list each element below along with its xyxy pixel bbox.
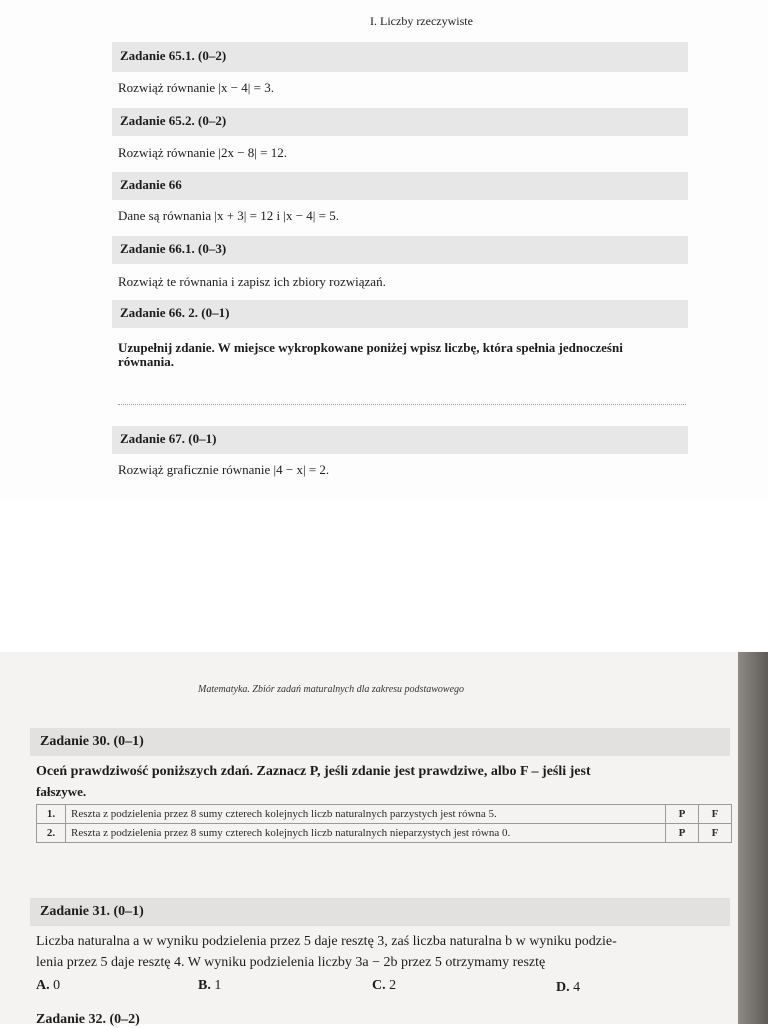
task-title: Zadanie 32. (0–2) bbox=[36, 1012, 140, 1027]
false-option[interactable]: F bbox=[699, 805, 732, 824]
false-option[interactable]: F bbox=[699, 824, 732, 843]
page-top bbox=[0, 0, 768, 500]
option-value: 2 bbox=[389, 978, 397, 993]
task-text: Rozwiąż równanie |2x − 8| = 12. bbox=[118, 145, 287, 160]
true-option[interactable]: P bbox=[666, 805, 699, 824]
statement-text: Reszta z podzielenia przez 8 sumy czterech kolejnych liczb naturalnych parzystych jest równa 5. bbox=[66, 805, 666, 824]
task-text-cont: równania. bbox=[118, 354, 174, 369]
answer-option-c[interactable] bbox=[372, 978, 396, 994]
table-row bbox=[37, 824, 732, 843]
task-text: Dane są równania |x + 3| = 12 i |x − 4| = 5. bbox=[118, 208, 339, 223]
answer-option-b[interactable] bbox=[198, 978, 221, 994]
task-title: Zadanie 65.2. (0–2) bbox=[120, 113, 227, 128]
page-header: I. Liczby rzeczywiste bbox=[370, 14, 473, 28]
true-option[interactable]: P bbox=[666, 824, 699, 843]
task-title: Zadanie 30. (0–1) bbox=[40, 734, 144, 749]
row-number: 2. bbox=[37, 824, 66, 843]
answer-option-a[interactable] bbox=[36, 978, 60, 994]
option-value: 0 bbox=[53, 978, 61, 993]
page-edge-shadow bbox=[738, 652, 768, 1024]
option-letter: A. bbox=[36, 978, 50, 993]
task-title: Zadanie 65.1. (0–2) bbox=[120, 48, 227, 63]
option-letter: D. bbox=[556, 980, 570, 995]
task-text: Uzupełnij zdanie. W miejsce wykropkowane poniżej wpisz liczbę, która spełnia jednocześni bbox=[118, 340, 623, 355]
option-letter: B. bbox=[198, 978, 211, 993]
task-text: Liczba naturalna a w wyniku podzielenia przez 5 daje resztę 3, zaś liczba naturalna b w wyniku podzie- bbox=[36, 934, 617, 949]
task-text: Rozwiąż te równania i zapisz ich zbiory rozwiązań. bbox=[118, 274, 386, 289]
option-letter: C. bbox=[372, 978, 386, 993]
table-row bbox=[37, 805, 732, 824]
task-band bbox=[112, 172, 688, 200]
task-instruction: Oceń prawdziwość poniższych zdań. Zaznacz P, jeśli zdanie jest prawdziwe, albo F – jeśli jest bbox=[36, 764, 591, 779]
answer-dotted-line bbox=[118, 404, 686, 405]
task-title: Zadanie 66. 2. (0–1) bbox=[120, 305, 230, 320]
task-text: Rozwiąż równanie |x − 4| = 3. bbox=[118, 80, 274, 95]
task-instruction-cont: fałszywe. bbox=[36, 784, 87, 799]
row-number: 1. bbox=[37, 805, 66, 824]
task-title: Zadanie 66 bbox=[120, 177, 182, 192]
option-value: 1 bbox=[214, 978, 222, 993]
true-false-table bbox=[36, 804, 732, 843]
task-title: Zadanie 66.1. (0–3) bbox=[120, 241, 227, 256]
option-value: 4 bbox=[573, 980, 581, 995]
task-title: Zadanie 31. (0–1) bbox=[40, 904, 144, 919]
task-title: Zadanie 67. (0–1) bbox=[120, 431, 217, 446]
statement-text: Reszta z podzielenia przez 8 sumy czterech kolejnych liczb naturalnych nieparzystych jest równa 0. bbox=[66, 824, 666, 843]
page-header: Matematyka. Zbiór zadań maturalnych dla zakresu podstawowego bbox=[198, 684, 465, 695]
answer-option-d[interactable] bbox=[556, 980, 580, 996]
task-text-cont: lenia przez 5 daje resztę 4. W wyniku podzielenia liczby 3a − 2b przez 5 otrzymamy resztę bbox=[36, 955, 546, 970]
task-text: Rozwiąż graficznie równanie |4 − x| = 2. bbox=[118, 462, 330, 477]
